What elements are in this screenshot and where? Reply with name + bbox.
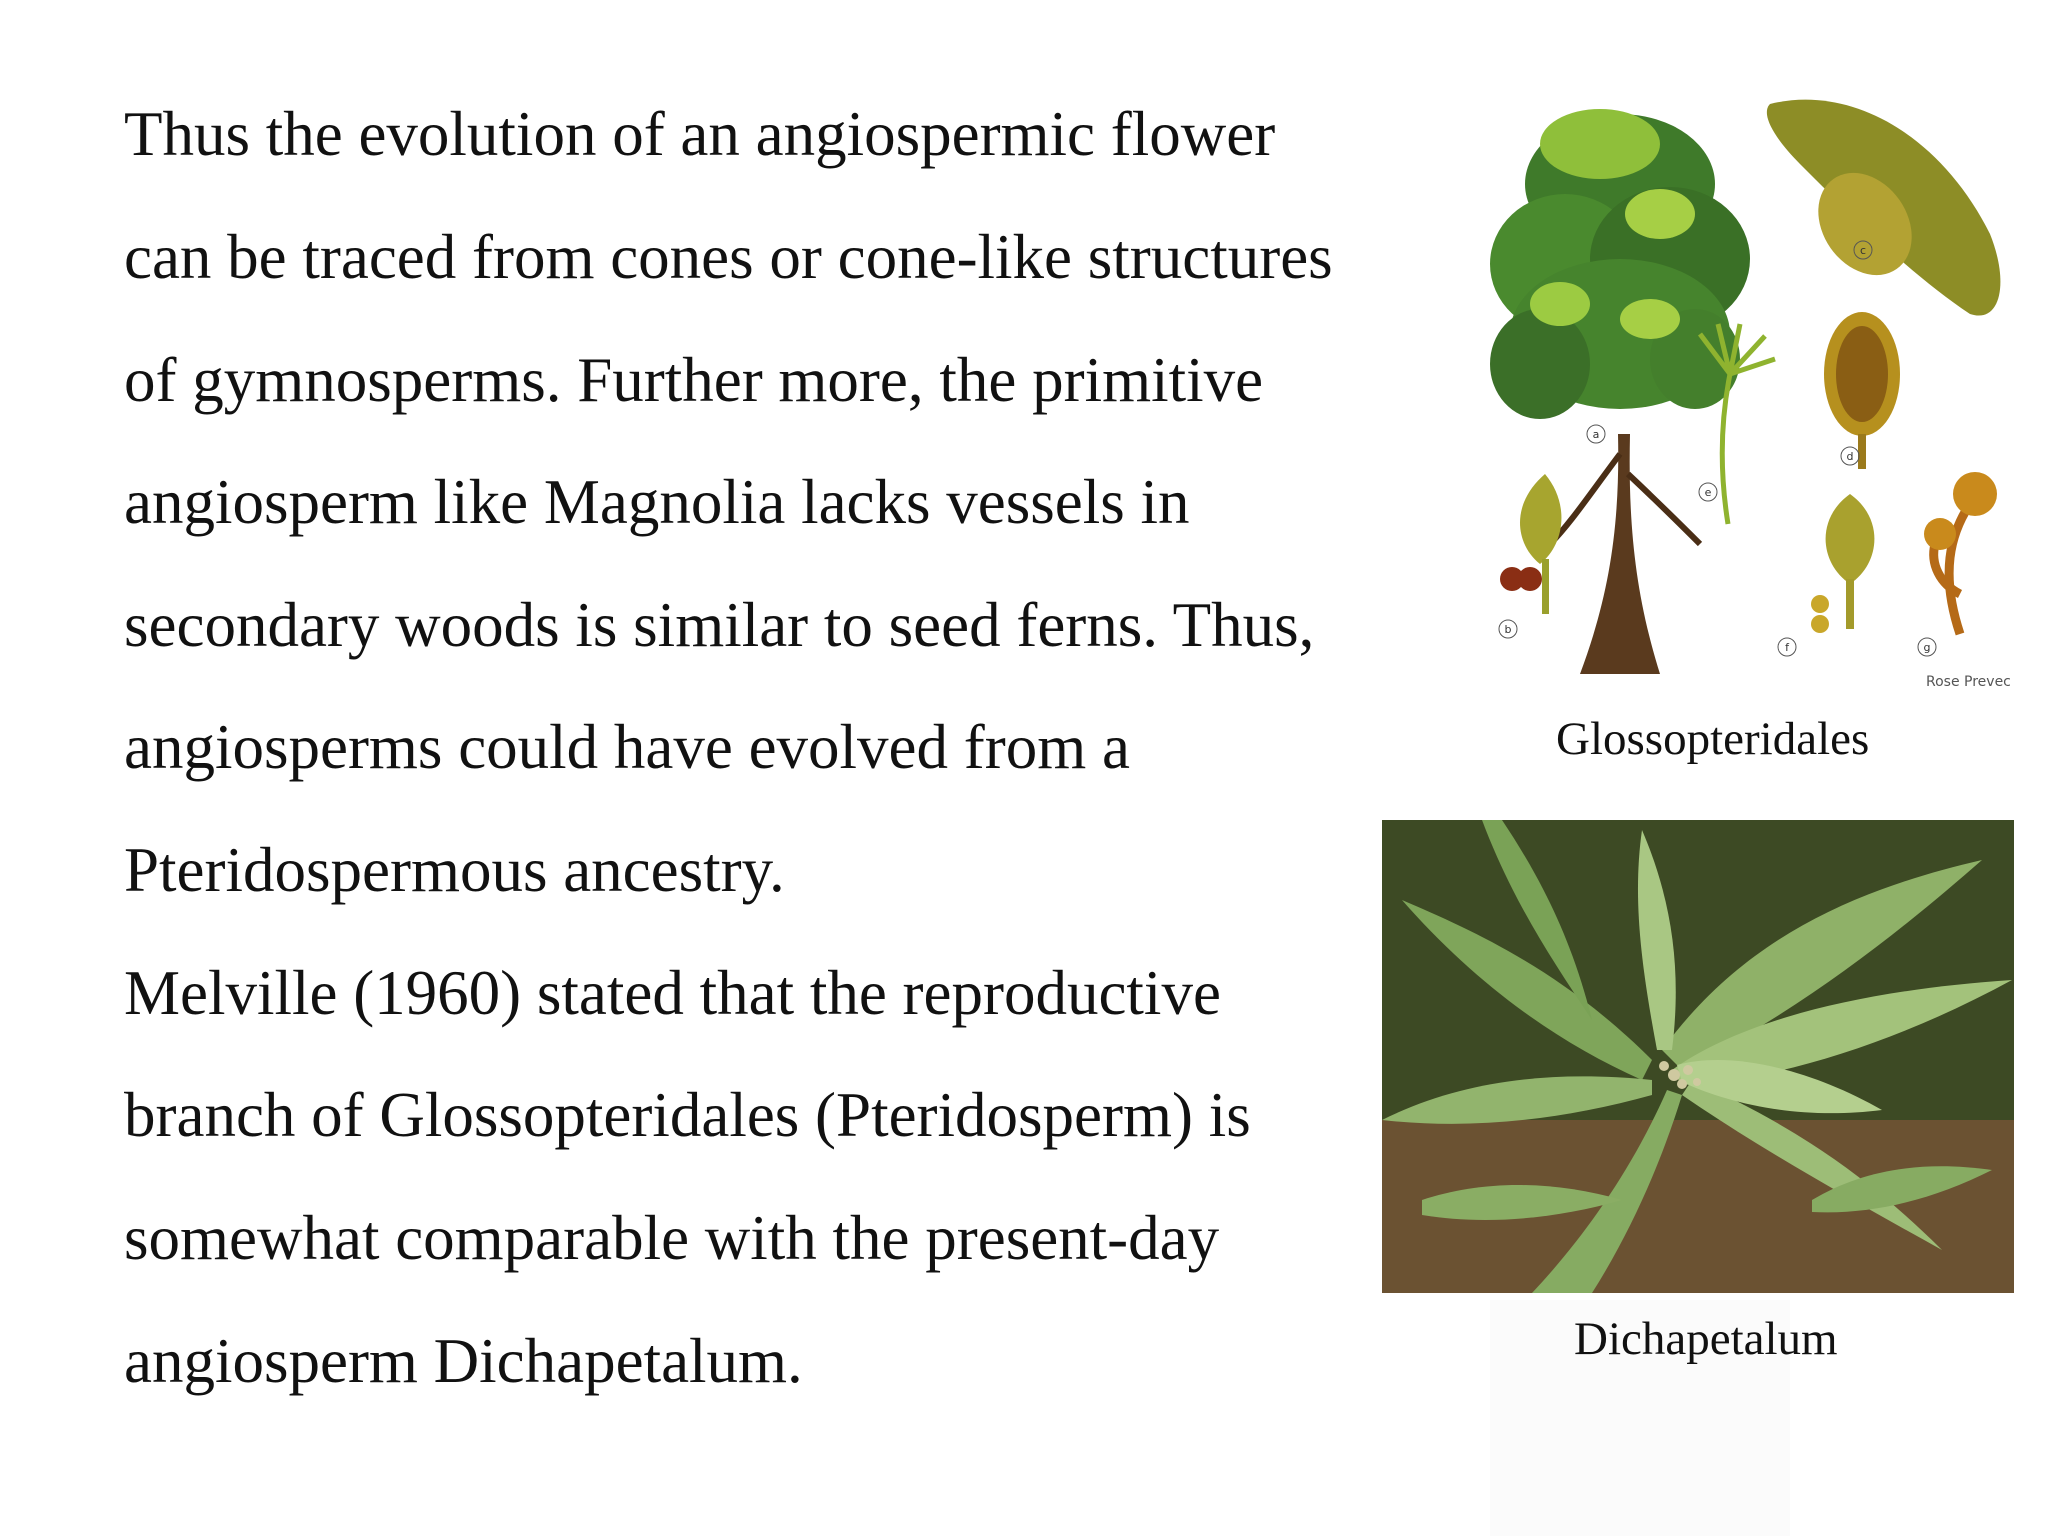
- part-label-c: c: [1859, 244, 1867, 257]
- caption-glossopteridales: Glossopteridales: [1556, 713, 1870, 765]
- part-label-g: g: [1923, 641, 1931, 654]
- body-text-line: Melville (1960) stated that the reproductive: [124, 958, 1221, 1028]
- part-label-b: b: [1504, 623, 1512, 636]
- leaf-c: [1767, 100, 2001, 316]
- body-text-line: of gymnosperms. Further more, the primitive: [124, 345, 1264, 415]
- illustration-credit: Rose Prevec: [1926, 674, 2011, 690]
- body-text-line: Thus the evolution of an angiospermic flower: [124, 99, 1276, 169]
- tree-trunk: [1580, 434, 1660, 674]
- caption-dichapetalum: Dichapetalum: [1574, 1313, 1838, 1365]
- dichapetalum-photo: [1382, 820, 2014, 1293]
- organ-b: [1500, 474, 1561, 614]
- part-label-d: d: [1846, 450, 1854, 463]
- body-text-line: angiosperm like Magnolia lacks vessels in: [124, 467, 1190, 537]
- body-text-line: can be traced from cones or cone-like structures: [124, 222, 1333, 292]
- body-text-line: Pteridospermous ancestry.: [124, 835, 785, 905]
- part-label-f: f: [1785, 641, 1789, 654]
- part-label-a: a: [1592, 428, 1600, 441]
- glossopteridales-illustration: [1470, 74, 2018, 694]
- body-text-line: angiosperms could have evolved from a: [124, 712, 1130, 782]
- body-text-line: secondary woods is similar to seed ferns. Thus,: [124, 590, 1315, 660]
- tree-crown: [1490, 109, 1750, 419]
- organ-d: [1824, 312, 1900, 469]
- body-text-line: angiosperm Dichapetalum.: [124, 1326, 803, 1396]
- body-text-line: branch of Glossopteridales (Pteridosperm) is: [124, 1080, 1251, 1150]
- organ-f: [1811, 494, 1874, 633]
- part-label-e: e: [1704, 486, 1712, 499]
- body-text-line: somewhat comparable with the present-day: [124, 1203, 1220, 1273]
